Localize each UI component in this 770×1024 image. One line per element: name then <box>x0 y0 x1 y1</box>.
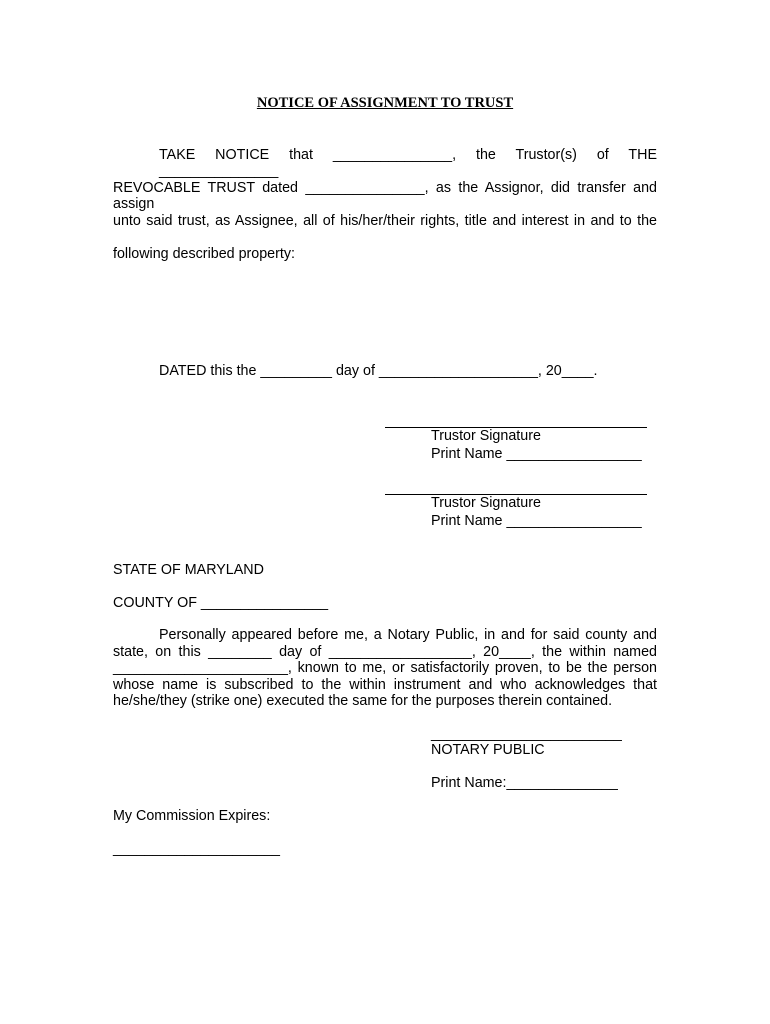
notice-line-4: following described property: <box>113 246 295 262</box>
notary-signature-line: ________________________ <box>431 726 622 742</box>
document-title: NOTICE OF ASSIGNMENT TO TRUST <box>256 95 514 111</box>
print-name-2: Print Name _________________ <box>431 513 642 529</box>
commission-expires-label: My Commission Expires: <box>113 808 271 824</box>
notice-line-1: TAKE NOTICE that _______________, the Trustor(s) of THE _______________ <box>159 147 657 179</box>
acknowledgment-paragraph <box>113 627 657 710</box>
print-name-1: Print Name _________________ <box>431 446 642 462</box>
notice-line-2: REVOCABLE TRUST dated _______________, as the Assignor, did transfer and assign <box>113 180 657 212</box>
dated-line: DATED this the _________ day of ____________________, 20____. <box>159 363 598 379</box>
signature-label-1: Trustor Signature <box>431 428 541 444</box>
state-heading: STATE OF MARYLAND <box>113 562 264 578</box>
acknowledgment-line-2: state, on this ________ day of __________________, 20____, the within named <box>113 643 657 660</box>
notary-public-label: NOTARY PUBLIC <box>431 742 545 758</box>
signature-label-2: Trustor Signature <box>431 495 541 511</box>
notice-line-3: unto said trust, as Assignee, all of his/her/their rights, title and interest in and to the <box>113 213 657 229</box>
acknowledgment-line-1: Personally appeared before me, a Notary Public, in and for said county and <box>159 627 657 643</box>
commission-expires-line: _____________________ <box>113 841 280 857</box>
acknowledgment-line-4: whose name is subscribed to the within instrument and who acknowledges that <box>113 676 657 693</box>
county-heading: COUNTY OF ________________ <box>113 595 329 611</box>
notary-print-name: Print Name:______________ <box>431 775 618 791</box>
acknowledgment-line-3: ______________________, known to me, or satisfactorily proven, to be the person <box>113 660 657 676</box>
acknowledgment-line-5: he/she/they (strike one) executed the same for the purposes therein contained. <box>113 693 613 709</box>
